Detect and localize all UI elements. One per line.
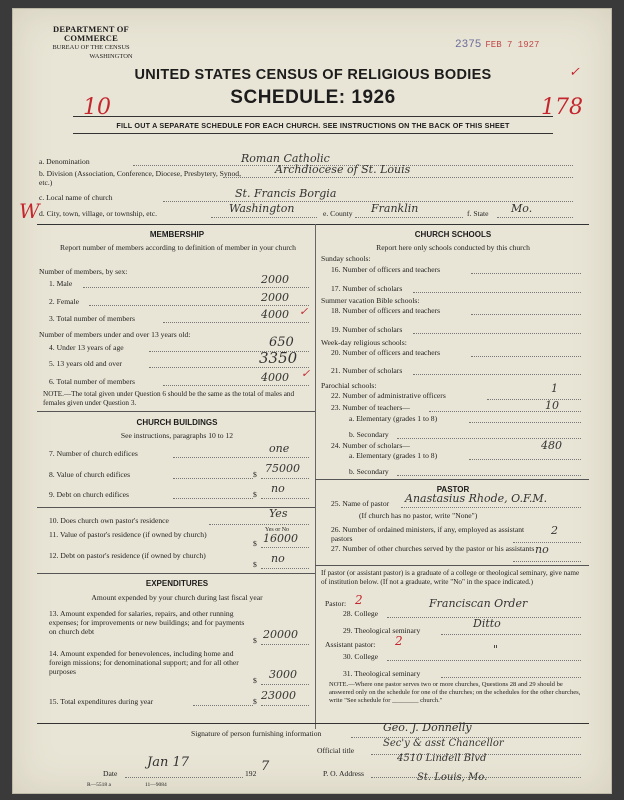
q16-label: 16. Number of officers and teachers [331, 265, 441, 274]
q20-label: 20. Number of officers and teachers [331, 348, 441, 357]
bureau-name: BUREAU OF THE CENSUS [52, 44, 130, 51]
denomination-value: Roman Catholic [241, 152, 330, 165]
q30-line [387, 660, 581, 661]
schools-bottom-rule [315, 479, 589, 480]
state-line [497, 217, 573, 218]
q12-value: no [271, 552, 285, 565]
q9-dollar: $ [253, 490, 257, 499]
check-mark-top: ✓ [569, 65, 580, 80]
year-value: 7 [261, 759, 270, 774]
q17-line [413, 292, 581, 293]
schools-heading: CHURCH SCHOOLS [414, 230, 492, 239]
q13-value: 20000 [263, 628, 298, 641]
print-number: 11—9084 [145, 782, 167, 788]
q31-label: 31. Theological seminary [343, 669, 421, 678]
q12-amount-line [261, 568, 309, 569]
q18-line [471, 314, 581, 315]
q27-label: 27. Number of other churches served by the pastor or his assistants [331, 544, 535, 553]
department-header [31, 25, 151, 61]
weekday-schools-label: Week-day religious schools: [321, 338, 407, 347]
q23a-value: 10 [545, 399, 559, 412]
year-prefix: 192 [245, 769, 257, 778]
instruction-rule-top [73, 116, 553, 117]
q2-line [89, 305, 309, 306]
buildings-heading: CHURCH BUILDINGS [136, 418, 218, 427]
q25-label: 25. Name of pastor [331, 499, 390, 508]
annotation-margin-w: W [19, 199, 40, 223]
q8-value: 75000 [265, 462, 300, 475]
annotation-right-number: 178 [541, 95, 583, 120]
q2-value: 2000 [261, 291, 289, 304]
q25-note: (If church has no pastor, write "None") [359, 511, 478, 520]
q31-line [441, 677, 581, 678]
signature-label: Signature of person furnishing information [191, 729, 322, 738]
q23-label: 23. Number of teachers— [331, 403, 410, 412]
q15-amount-line [261, 705, 309, 706]
q13-dollar: $ [253, 636, 257, 645]
q4-value: 650 [269, 335, 294, 350]
q26-label: 26. Number of ordained ministers, if any, employed as assistant pastors [331, 525, 525, 543]
q14-label: 14. Amount expended for benevolences, including home and foreign missions; for denominational support; and for all other purposes [49, 649, 239, 676]
q30-label: 30. College [343, 652, 379, 661]
official-title-value: Sec'y & asst Chancellor [383, 738, 504, 749]
q14-dollar: $ [253, 676, 257, 685]
q9-line [173, 498, 253, 499]
buildings-sub: See instructions, paragraphs 10 to 12 [120, 431, 234, 440]
q3-line [163, 322, 309, 323]
received-stamp [455, 39, 539, 51]
instruction-rule-bottom [73, 133, 553, 134]
q25-line [401, 507, 581, 508]
q9-amount-line [261, 498, 309, 499]
q4-label: 4. Under 13 years of age [49, 343, 124, 352]
membership-intro: Report number of members according to definition of member in your church [60, 243, 296, 252]
date-label: Date [103, 769, 118, 778]
q11-amount-line [261, 547, 309, 548]
q29-value: Ditto [473, 617, 501, 630]
q7-label: 7. Number of church edifices [49, 449, 138, 458]
form-title: UNITED STATES CENSUS OF RELIGIOUS BODIES [134, 67, 492, 83]
bureau-city: WASHINGTON [89, 53, 133, 60]
q14-value: 3000 [269, 668, 297, 681]
city-line [211, 217, 317, 218]
county-line [355, 217, 463, 218]
college-intro: If pastor (or assistant pastor) is a graduate of a college or theological seminary, give name of institution below. (If not a graduate, write "No" in the space indicated.) [321, 569, 580, 586]
q30-value: " [493, 643, 499, 656]
grid-top-rule [37, 224, 589, 225]
annotation-left-number: 10 [83, 95, 111, 120]
division-label: b. Division (Association, Conference, Diocese, Presbytery, Synod, etc.) [39, 169, 241, 187]
q7-value: one [269, 442, 290, 455]
q24b-line [397, 475, 581, 476]
q15-dollar: $ [253, 697, 257, 706]
yes-no-hint: Yes or No [265, 527, 290, 533]
q15-label: 15. Total expenditures during year [49, 697, 154, 706]
q22-label: 22. Number of administrative officers [331, 391, 446, 400]
schools-sub: Report here only schools conducted by this church [376, 243, 530, 252]
q3-label: 3. Total number of members [49, 314, 136, 323]
q3-value: 4000 [261, 308, 289, 321]
census-schedule-form [12, 8, 612, 794]
q10-line [209, 524, 309, 525]
q29-label: 29. Theological seminary [343, 626, 421, 635]
q12-label: 12. Debt on pastor's residence (if owned by church) [49, 551, 206, 560]
q19-line [413, 333, 581, 334]
official-title-label: Official title [317, 746, 355, 755]
stamp-number: 2375 [455, 39, 482, 51]
q23b-label: b. Secondary [349, 430, 389, 439]
grid-bottom-rule [37, 723, 589, 724]
q17-label: 17. Number of scholars [331, 284, 403, 293]
address-line-2: St. Louis, Mo. [417, 772, 488, 783]
pastor-mark: 2 [355, 593, 363, 607]
sunday-schools-label: Sunday schools: [321, 254, 371, 263]
q27-value: no [535, 543, 549, 556]
q8-amount-line [261, 478, 309, 479]
q6-check: ✓ [301, 367, 311, 380]
q11-dollar: $ [253, 539, 257, 548]
q13-amount-line [261, 644, 309, 645]
q29-line [441, 634, 581, 635]
members-by-sex-label: Number of members, by sex: [39, 267, 128, 276]
form-number: R—5518 a [87, 782, 111, 788]
assistant-mark: 2 [395, 634, 403, 648]
state-value: Mo. [511, 202, 533, 215]
q15-value: 23000 [261, 689, 296, 702]
q6-value: 4000 [261, 371, 289, 384]
q15-line [193, 705, 253, 706]
q27-line [513, 561, 581, 562]
state-label: f. State [467, 209, 489, 218]
assistant-pastor-label: Assistant pastor: [325, 640, 376, 649]
denomination-label: a. Denomination [39, 157, 90, 166]
q12-dollar: $ [253, 560, 257, 569]
grid-center-divider [315, 224, 316, 729]
age-intro: Number of members under and over 13 years old: [39, 330, 191, 339]
q22-line [487, 399, 581, 400]
q21-line [413, 374, 581, 375]
q7-line [173, 457, 309, 458]
q10-value: Yes [269, 507, 288, 520]
q23a-label: a. Elementary (grades 1 to 8) [349, 414, 438, 423]
form-instruction: FILL OUT A SEPARATE SCHEDULE FOR EACH CHURCH. SEE INSTRUCTIONS ON THE BACK OF THIS SHEET [116, 121, 510, 130]
q8-label: 8. Value of church edifices [49, 470, 131, 479]
expenditures-heading: EXPENDITURES [145, 579, 209, 588]
q21-label: 21. Number of scholars [331, 366, 403, 375]
pastor-mid-rule [315, 565, 589, 566]
membership-note: NOTE.—The total given under Question 6 should be the same as the total of males and females given under Question 3. [43, 390, 295, 407]
signature-value: Geo. J. Donnelly [383, 721, 472, 734]
q1-value: 2000 [261, 273, 289, 286]
local-name-label: c. Local name of church [39, 193, 113, 202]
q6-label: 6. Total number of members [49, 377, 136, 386]
pastor-sub-label: Pastor: [325, 599, 347, 608]
division-line [223, 177, 573, 178]
address-label: P. O. Address [323, 769, 364, 778]
department-name: DEPARTMENT OF COMMERCE [53, 24, 129, 43]
address-line-1: 4510 Lindell Blvd [397, 753, 487, 764]
q11-label: 11. Value of pastor's residence (if owned by church) [49, 530, 207, 539]
q5-label: 5. 13 years old and over [49, 359, 122, 368]
membership-bottom-rule [37, 411, 315, 412]
q6-line [163, 385, 309, 386]
q10-label: 10. Does church own pastor's residence [49, 516, 169, 525]
q26-value: 2 [551, 524, 558, 537]
q2-label: 2. Female [49, 297, 79, 306]
q14-amount-line [261, 684, 309, 685]
q5-line [149, 367, 309, 368]
date-value: Jan 17 [147, 755, 190, 770]
q8-dollar: $ [253, 470, 257, 479]
summer-schools-label: Summer vacation Bible schools: [321, 296, 420, 305]
form-schedule: SCHEDULE: 1926 [230, 87, 396, 108]
q18-label: 18. Number of officers and teachers [331, 306, 441, 315]
membership-heading: MEMBERSHIP [149, 230, 205, 239]
stamp-date: FEB 7 1927 [485, 40, 540, 50]
pastor-note: NOTE.—Where one pastor serves two or more churches, Questions 28 and 29 should be answered only on the schedule for one of the churches; on the schedules for the other churches, write "See schedule for ________ church." [329, 681, 581, 704]
q22-value: 1 [551, 382, 558, 395]
q23a-line [469, 422, 581, 423]
pastor-heading: PASTOR [436, 485, 470, 494]
division-value: Archdiocese of St. Louis [275, 163, 411, 176]
date-line [125, 777, 243, 778]
local-name-value: St. Francis Borgia [235, 187, 337, 200]
q25-value: Anastasius Rhode, O.F.M. [405, 492, 548, 505]
q19-label: 19. Number of scholars [331, 325, 403, 334]
city-label: d. City, town, village, or township, etc. [39, 209, 158, 218]
q8-line [173, 478, 253, 479]
q24a-line [469, 459, 581, 460]
q13-label: 13. Amount expended for salaries, repairs, and other running expenses; for improvements or new buildings; and for payments on church debt [49, 609, 245, 636]
q24b-label: b. Secondary [349, 467, 389, 476]
city-value: Washington [229, 202, 295, 215]
q24a-value: 480 [541, 439, 562, 452]
q9-value: no [271, 482, 285, 495]
q24a-label: a. Elementary (grades 1 to 8) [349, 451, 438, 460]
q28-label: 28. College [343, 609, 379, 618]
q20-line [471, 356, 581, 357]
q24-label: 24. Number of scholars— [331, 441, 410, 450]
q1-label: 1. Male [49, 279, 73, 288]
q3-check: ✓ [299, 305, 309, 318]
county-label: e. County [323, 209, 353, 218]
parochial-schools-label: Parochial schools: [321, 381, 377, 390]
q16-line [471, 273, 581, 274]
buildings-bottom-rule [37, 573, 315, 574]
expenditures-sub: Amount expended by your church during last fiscal year [91, 593, 263, 602]
q11-value: 16000 [263, 532, 298, 545]
q28-value: Franciscan Order [429, 597, 528, 610]
q9-label: 9. Debt on church edifices [49, 490, 129, 499]
q1-line [83, 287, 309, 288]
county-value: Franklin [371, 202, 419, 215]
q5-value: 3350 [259, 349, 298, 367]
